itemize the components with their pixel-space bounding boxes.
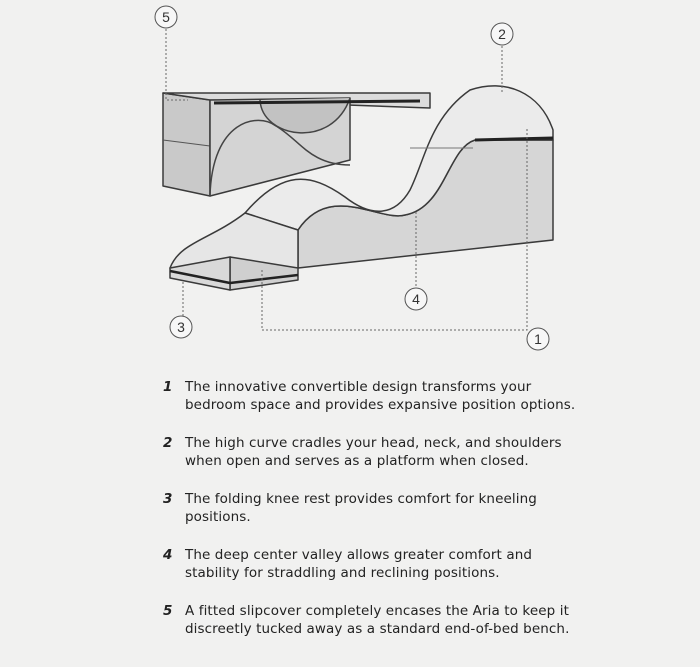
callout-3: [170, 316, 192, 338]
feature-text: A fitted slipcover completely encases the Aria to keep it discreetly tucked away as a standard end-of-bed bench.: [185, 603, 570, 637]
callout-3-label: 3: [177, 319, 185, 335]
callout-1: [527, 328, 549, 350]
feature-item: [163, 434, 583, 470]
feature-number: 3: [163, 491, 173, 507]
feature-number: 1: [163, 379, 173, 395]
feature-item: [163, 490, 583, 526]
callout-4: [405, 288, 427, 310]
feature-item: [163, 546, 583, 582]
feature-number: 4: [163, 547, 173, 563]
callout-5: [155, 6, 177, 28]
feature-text: The innovative convertible design transforms your bedroom space and provides expansive position options.: [185, 379, 576, 413]
feature-number: 2: [163, 435, 173, 451]
feature-number: 5: [163, 603, 173, 619]
callout-2-label: 2: [498, 26, 506, 42]
callout-4-label: 4: [412, 291, 420, 307]
feature-text: The deep center valley allows greater comfort and stability for straddling and reclining positions.: [185, 547, 533, 581]
feature-text: The folding knee rest provides comfort for kneeling positions.: [185, 491, 537, 525]
feature-text: The high curve cradles your head, neck, and shoulders when open and serves as a platform when closed.: [185, 435, 562, 469]
callout-1-label: 1: [534, 331, 542, 347]
feature-item: [163, 602, 583, 638]
callout-2: [491, 23, 513, 45]
feature-item: [163, 378, 583, 414]
feature-list: [163, 378, 583, 658]
callout-5-label: 5: [162, 9, 170, 25]
